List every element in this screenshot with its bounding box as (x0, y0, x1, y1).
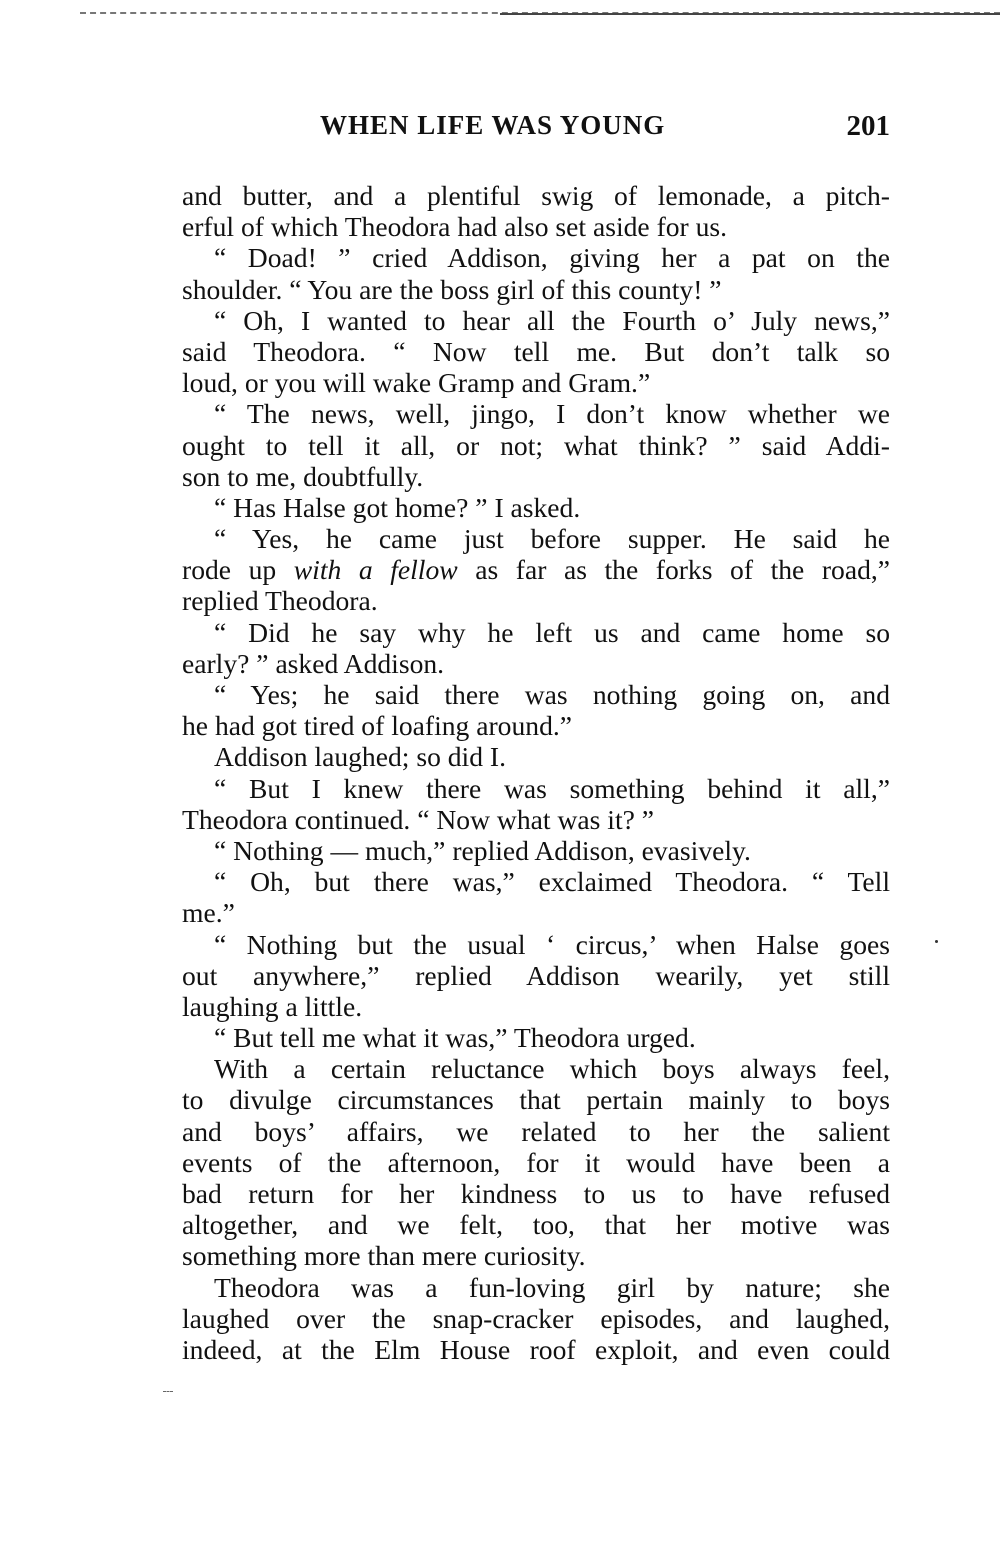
text-line: Addison laughed; so did I. (214, 741, 507, 773)
text-line: “ Yes; he said there was nothing going on, and (214, 679, 890, 710)
text-line: me.” (182, 897, 235, 929)
text-line: he had got tired of loafing around.” (182, 710, 573, 742)
text-line: and boys’ affairs, we related to her the salient (182, 1115, 890, 1147)
scan-mark (163, 1391, 173, 1392)
text-line: “ Nothing but the usual ‘ circus,’ when Halse goes (214, 928, 890, 960)
text-line: loud, or you will wake Gramp and Gram.” (182, 367, 651, 399)
text-line: altogether, and we felt, too, that her motive was (182, 1209, 890, 1241)
text-line: “ Has Halse got home? ” I asked. (214, 491, 581, 523)
text-line: “ Oh, but there was,” exclaimed Theodora. “ Tell (214, 866, 890, 898)
page-number: 201 (846, 110, 890, 142)
text-line: out anywhere,” replied Addison wearily, yet still (182, 959, 890, 991)
text-line: Theodora was a fun-loving girl by nature; she (214, 1271, 890, 1303)
text-run: as far as the forks of the road,” (475, 554, 891, 586)
text-line: Theodora continued. “ Now what was it? ” (182, 803, 655, 835)
text-line: “ The news, well, jingo, I don’t know whether we (214, 398, 890, 430)
text-line: “ Nothing — much,” replied Addison, evasively. (214, 834, 751, 866)
text-line: “ Did he say why he left us and came home so (214, 616, 890, 648)
text-line: erful of which Theodora had also set aside for us. (182, 211, 728, 243)
running-title: WHEN LIFE WAS YOUNG (320, 110, 666, 140)
text-line: said Theodora. “ Now tell me. But don’t talk so (182, 335, 890, 367)
text-line (182, 554, 890, 585)
text-line: laughed over the snap-cracker episodes, and laughed, (182, 1302, 890, 1334)
text-run: rode up (182, 554, 294, 586)
text-line: indeed, at the Elm House roof exploit, and even could (182, 1333, 890, 1365)
text-line: laughing a little. (182, 990, 363, 1022)
text-line: early? ” asked Addison. (182, 647, 445, 679)
text-line: bad return for her kindness to us to have refused (182, 1178, 890, 1209)
page-body (182, 180, 890, 1365)
text-line: son to me, doubtfully. (182, 460, 424, 492)
text-line: “ But I knew there was something behind it all,” (214, 772, 890, 804)
text-line: replied Theodora. (182, 585, 378, 617)
italic-phrase: with a fellow (293, 554, 458, 586)
scan-speck (935, 940, 938, 943)
text-line: shoulder. “ You are the boss girl of this county! ” (182, 273, 722, 305)
text-line: “ Oh, I wanted to hear all the Fourth o’ July news,” (214, 304, 890, 336)
text-line: “ Yes, he came just before supper. He said he (214, 523, 890, 555)
text-line: With a certain reluctance which boys always feel, (214, 1053, 890, 1085)
text-line: ought to tell it all, or not; what think? ” said Addi- (182, 429, 890, 461)
scan-edge-line (500, 13, 1000, 15)
text-line: events of the afternoon, for it would have been a (182, 1146, 890, 1178)
text-line: “ Doad! ” cried Addison, giving her a pat on the (214, 242, 890, 274)
running-head (180, 110, 890, 150)
text-line: to divulge circumstances that pertain mainly to boys (182, 1084, 890, 1116)
text-line: and butter, and a plentiful swig of lemonade, a pitch- (182, 180, 890, 211)
text-line: something more than mere curiosity. (182, 1240, 586, 1272)
text-line: “ But tell me what it was,” Theodora urged. (214, 1022, 696, 1054)
